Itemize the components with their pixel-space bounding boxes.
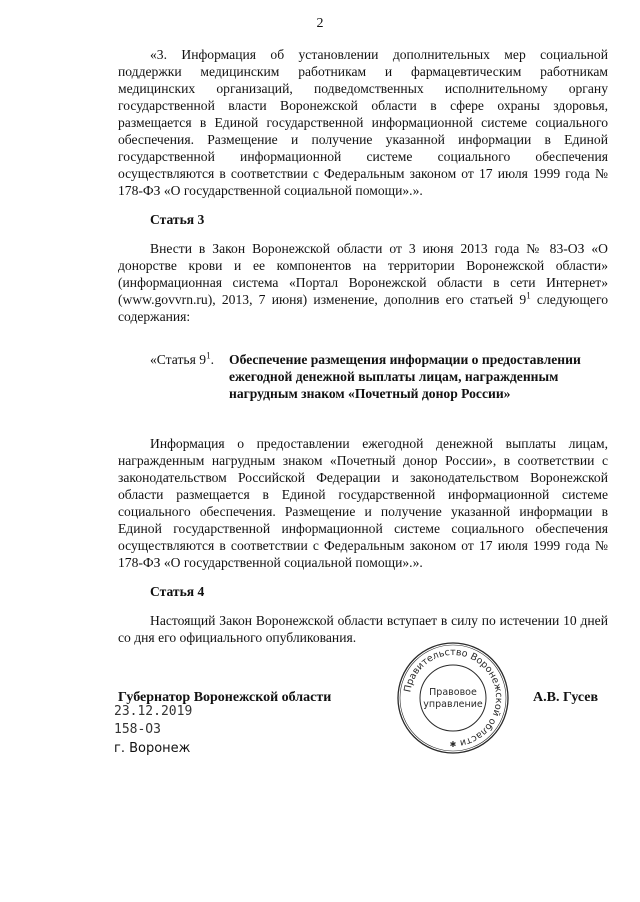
article-4-text: Настоящий Закон Воронежской области вступает в силу по истечении 10 дней со дня его официального опубликования. bbox=[118, 613, 608, 645]
article-9-1-text: Информация о предоставлении ежегодной денежной выплаты лицам, награжденным нагрудным знаком «Почетный донор России», в соответствии с законодательством Российской Федерации и законодательством Воронежской области размещается в Единой государственной информационной системе социального обеспечения. Размещение и получение указанной информации в Единой государственной информационной системе социального обеспечения осуществляются в соответствии с Федеральным законом от 17 июля 1999 года № 178-ФЗ «О государственной социальной помощи».». bbox=[118, 436, 608, 570]
article-9-1-title: Обеспечение размещения информации о предоставлении ежегодной денежной выплаты лицам, награжденным нагрудным знаком «Почетный донор России» bbox=[229, 352, 581, 401]
stamp-center-line1: Правовое bbox=[429, 687, 477, 698]
star-icon: ✱ bbox=[449, 740, 457, 749]
signatory-title: Губернатор Воронежской области bbox=[118, 690, 332, 705]
article-3-text: Внести в Закон Воронежской области от 3 июня 2013 года № 83-ОЗ «О донорстве крови и ее компонентов на территории Воронежской области» (информационная система «Портал Воронежской области в сети Интернет» (www.govvrn.ru), 2013, 7 июня) изменение, дополнив его статьей $9^1$ следующего содержания: bbox=[118, 241, 608, 324]
city: г. Воронеж bbox=[114, 741, 191, 756]
stamp-center-line2: управление bbox=[423, 699, 483, 710]
page-number: 2 bbox=[316, 16, 324, 31]
superscript: 1 bbox=[526, 290, 531, 301]
article-3-heading: Статья 3 bbox=[150, 212, 205, 227]
stamp-ring-text: Правительство Воронежской области bbox=[402, 646, 505, 749]
article-9-1-block bbox=[118, 351, 608, 419]
article-9-1-label: «Статья $9^1$. bbox=[150, 350, 214, 367]
official-stamp bbox=[396, 641, 510, 755]
article-4-heading: Статья 4 bbox=[150, 584, 205, 599]
amendment-paragraph: «3. Информация об установлении дополнительных мер социальной поддержки медицинским работникам и фармацевтическим работникам медицинских организаций, подведомственных исполнительному органу государственной власти Воронежской области в сфере охраны здоровья, размещается в Единой государственной информационной системе социального обеспечения. Размещение и получение указанной информации в Единой государственной информационной системе социального обеспечения осуществляются в соответствии с Федеральным законом от 17 июля 1999 года № 178-ФЗ «О государственной социальной помощи».». bbox=[118, 47, 608, 198]
law-date: 23.12.2019 bbox=[114, 704, 193, 719]
signatory-name: А.В. Гусев bbox=[533, 690, 599, 705]
document-body bbox=[118, 46, 608, 646]
law-number: 158-ОЗ bbox=[114, 722, 161, 737]
